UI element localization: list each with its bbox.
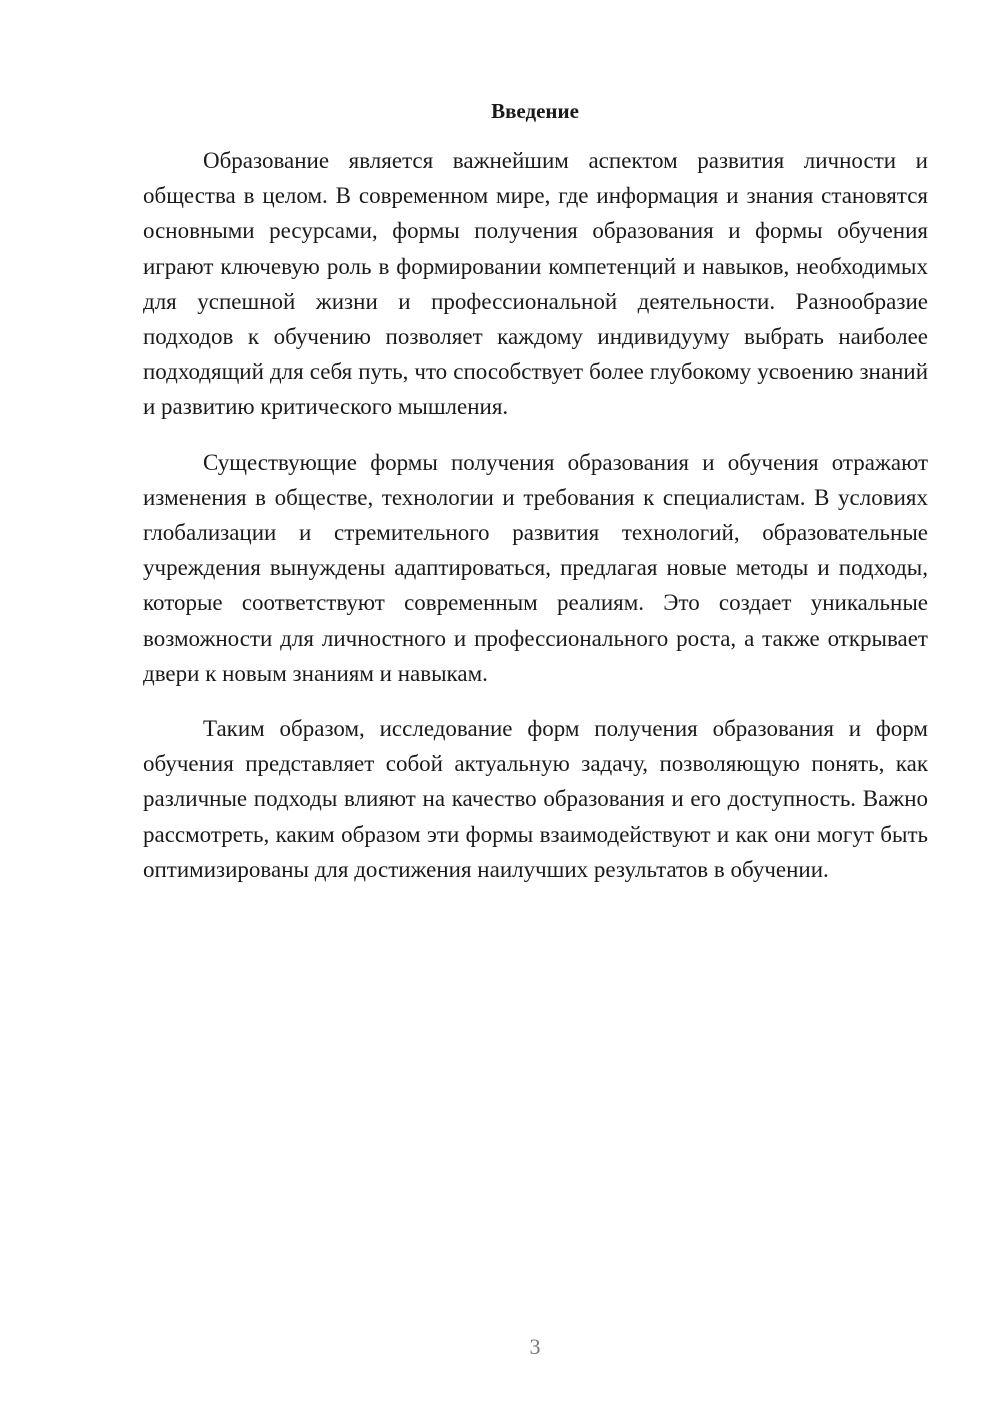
- paragraph-2: Существующие формы получения образования и обучения отражают изменения в обществе, технологии и требования к специалистам. В условиях глобализации и стремительного развития технологий, образовательные учреждения вынуждены адаптироваться, предлагая новые методы и подходы, которые соответствуют современным реалиям. Это создает уникальные возможности для личностного и профессионального роста, а также открывает двери к новым знаниям и навыкам.: [143, 449, 928, 686]
- page-number: 3: [529, 1334, 541, 1359]
- paragraph-3: Таким образом, исследование форм получения образования и форм обучения представляет собой актуальную задачу, позволяющую понять, как различные подходы влияют на качество образования и его доступность. Важно рассмотреть, каким образом эти формы взаимодействуют и как они могут быть оптимизированы для достижения наилучших результатов в обучении.: [143, 716, 928, 882]
- section-heading: Введение: [491, 99, 579, 123]
- body-text: [143, 143, 928, 907]
- paragraph-1: Образование является важнейшим аспектом развития личности и общества в целом. В современном мире, где информация и знания становятся основными ресурсами, формы получения образования и формы обучения играют ключевую роль в формировании компетенций и навыков, необходимых для успешной жизни и профессиональной деятельности. Разнообразие подходов к обучению позволяет каждому индивидууму выбрать наиболее подходящий для себя путь, что способствует более глубокому усвоению знаний и развитию критического мышления.: [143, 148, 928, 420]
